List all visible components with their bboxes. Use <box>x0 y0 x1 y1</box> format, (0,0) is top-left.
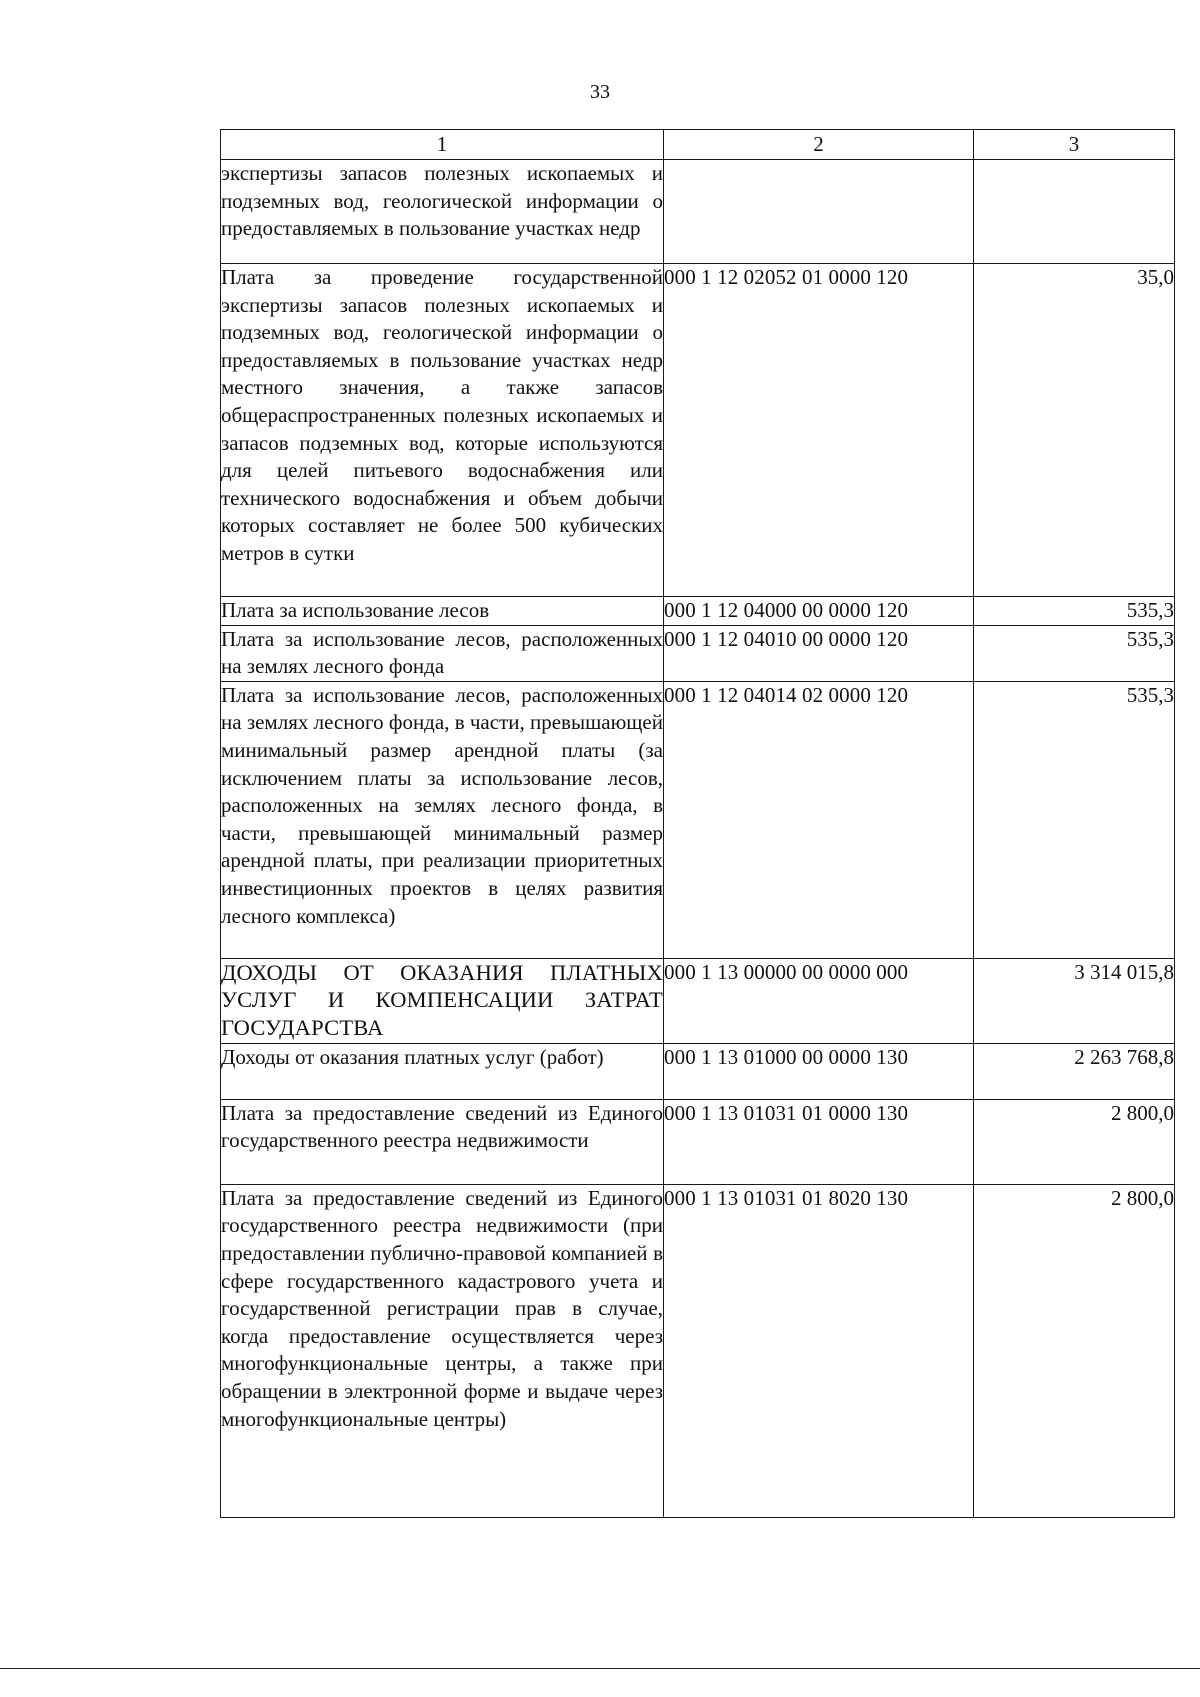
row-name-cell: Плата за использование лесов <box>221 597 664 626</box>
table-row <box>221 1184 1175 1517</box>
row-code-cell: 000 1 12 02052 01 0000 120 <box>664 264 974 597</box>
footer-rule <box>0 1668 1200 1669</box>
row-name-cell: Плата за проведение государственной экспертизы запасов полезных ископаемых и подземных вод, геологической информации о предоставляемых в пользование участках недр местного значения, а также запасов общераспространенных полезных ископаемых и запасов подземных вод, которые используются для целей питьевого водоснабжения или технического водоснабжения и объем добычи которых составляет не более 500 кубических метров в сутки <box>221 264 664 597</box>
row-name-cell: Доходы от оказания платных услуг (работ) <box>221 1043 664 1099</box>
row-amount-cell: 3 314 015,8 <box>974 958 1175 1043</box>
row-code-cell: 000 1 13 01031 01 0000 130 <box>664 1099 974 1184</box>
column-header-code: 2 <box>664 130 974 160</box>
page-number: 33 <box>590 81 610 103</box>
column-header-amount: 3 <box>974 130 1175 160</box>
table-row <box>221 160 1175 264</box>
row-code-cell: 000 1 12 04000 00 0000 120 <box>664 597 974 626</box>
table-row <box>221 958 1175 1043</box>
column-header-name: 1 <box>221 130 664 160</box>
table-row <box>221 1099 1175 1184</box>
row-amount-cell: 2 263 768,8 <box>974 1043 1175 1099</box>
row-name-cell: ДОХОДЫ ОТ ОКАЗАНИЯ ПЛАТНЫХ УСЛУГ И КОМПЕНСАЦИИ ЗАТРАТ ГОСУДАРСТВА <box>221 958 664 1043</box>
row-amount-cell: 2 800,0 <box>974 1184 1175 1517</box>
table-row <box>221 264 1175 597</box>
row-name-cell: экспертизы запасов полезных ископаемых и подземных вод, геологической информации о предоставляемых в пользование участках недр <box>221 160 664 264</box>
row-code-cell: 000 1 12 04014 02 0000 120 <box>664 681 974 958</box>
table-row <box>221 1043 1175 1099</box>
row-code-cell: 000 1 13 01031 01 8020 130 <box>664 1184 974 1517</box>
row-name-cell: Плата за использование лесов, расположенных на землях лесного фонда, в части, превышающей минимальный размер арендной платы (за исключением платы за использование лесов, расположенных на землях лесного фонда, в части, превышающей минимальный размер арендной платы, при реализации приоритетных инвестиционных проектов в целях развития лесного комплекса) <box>221 681 664 958</box>
row-name-cell: Плата за предоставление сведений из Единого государственного реестра недвижимости <box>221 1099 664 1184</box>
row-code-cell: 000 1 13 01000 00 0000 130 <box>664 1043 974 1099</box>
table-header-row <box>221 130 1175 160</box>
budget-revenue-table <box>220 129 1175 1518</box>
table-row <box>221 681 1175 958</box>
row-code-cell <box>664 160 974 264</box>
table-row <box>221 625 1175 681</box>
row-name-cell: Плата за предоставление сведений из Единого государственного реестра недвижимости (при предоставлении публично-правовой компанией в сфере государственного кадастрового учета и государственной регистрации прав в случае, когда предоставление осуществляется через многофункциональные центры, а также при обращении в электронной форме и выдаче через многофункциональные центры) <box>221 1184 664 1517</box>
row-code-cell: 000 1 12 04010 00 0000 120 <box>664 625 974 681</box>
row-code-cell: 000 1 13 00000 00 0000 000 <box>664 958 974 1043</box>
row-name-cell: Плата за использование лесов, расположенных на землях лесного фонда <box>221 625 664 681</box>
row-amount-cell <box>974 160 1175 264</box>
row-amount-cell: 535,3 <box>974 681 1175 958</box>
row-amount-cell: 535,3 <box>974 625 1175 681</box>
row-amount-cell: 2 800,0 <box>974 1099 1175 1184</box>
row-amount-cell: 535,3 <box>974 597 1175 626</box>
row-amount-cell: 35,0 <box>974 264 1175 597</box>
table-row <box>221 597 1175 626</box>
